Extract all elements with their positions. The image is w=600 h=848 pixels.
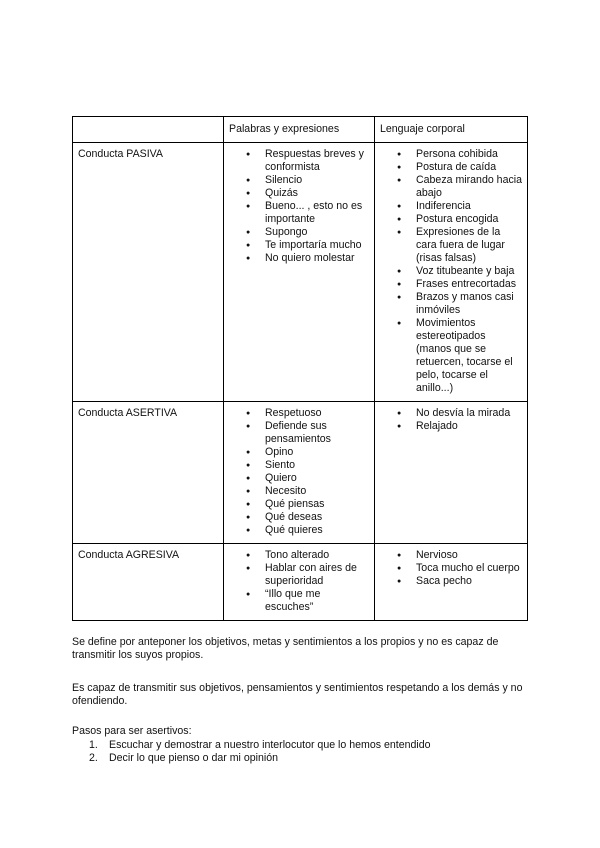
step-item	[72, 752, 532, 765]
list-item: ● Bueno... , esto no es importante	[265, 200, 369, 226]
step-number: 2.	[89, 752, 98, 764]
body-cell-passive	[375, 143, 528, 402]
list-item: ● Frases entrecortadas	[416, 278, 522, 291]
list-item: ● Hablar con aires de superioridad	[265, 562, 369, 588]
list-item: ● Respetuoso	[265, 407, 369, 420]
list-item: ● No quiero molestar	[265, 252, 369, 265]
list-item: ● Respuestas breves y conformista	[265, 148, 369, 174]
list-item: ● Saca pecho	[416, 575, 522, 588]
list-item: ● Expresiones de la cara fuera de lugar (risas falsas)	[416, 226, 522, 265]
words-list-assertive	[229, 407, 369, 537]
table-header-row	[73, 117, 528, 143]
words-cell-aggressive	[224, 544, 375, 621]
step-number: 1.	[89, 739, 98, 751]
body-list-aggressive	[380, 549, 522, 588]
list-item: ● Qué quieres	[265, 524, 369, 537]
list-item: ● Cabeza mirando hacia abajo	[416, 174, 522, 200]
assertive-definition-paragraph: Es capaz de transmitir sus objetivos, pensamientos y sentimientos respetando a los demás y no ofendiendo.	[72, 682, 523, 707]
list-item: ● Relajado	[416, 420, 522, 433]
list-item: ● Voz titubeante y baja	[416, 265, 522, 278]
list-item: ● Toca mucho el cuerpo	[416, 562, 522, 575]
header-cell-body-language: Lenguaje corporal	[375, 117, 528, 143]
list-item: ● Movimientos estereotipados (manos que se retuercen, tocarse el pelo, tocarse el anillo...)	[416, 317, 522, 395]
step-item	[72, 739, 532, 752]
list-item: ● Tono alterado	[265, 549, 369, 562]
list-item: ● “Illo que me escuches”	[265, 588, 369, 614]
table-row-passive	[73, 143, 528, 402]
words-list-passive	[229, 148, 369, 265]
step-text: Escuchar y demostrar a nuestro interlocutor que lo hemos entendido	[109, 739, 431, 751]
body-cell-assertive	[375, 402, 528, 544]
body-cell-aggressive	[375, 544, 528, 621]
list-item: ● Nervioso	[416, 549, 522, 562]
list-item: ● Opino	[265, 446, 369, 459]
list-item: ● Qué piensas	[265, 498, 369, 511]
list-item: ● Te importaría mucho	[265, 239, 369, 252]
words-list-aggressive	[229, 549, 369, 614]
table-row-aggressive	[73, 544, 528, 621]
table-row-assertive	[73, 402, 528, 544]
words-cell-assertive	[224, 402, 375, 544]
header-cell-words: Palabras y expresiones	[224, 117, 375, 143]
row-label-passive: Conducta PASIVA	[73, 143, 224, 402]
list-item: ● No desvía la mirada	[416, 407, 522, 420]
list-item: ● Silencio	[265, 174, 369, 187]
steps-intro: Pasos para ser asertivos:	[72, 725, 192, 737]
list-item: ● Postura encogida	[416, 213, 522, 226]
passive-definition-paragraph: Se define por anteponer los objetivos, metas y sentimientos a los propios y no es capaz de transmitir los suyos propios.	[72, 636, 499, 661]
body-list-assertive	[380, 407, 522, 433]
step-text: Decir lo que pienso o dar mi opinión	[109, 752, 279, 764]
row-label-aggressive: Conducta AGRESIVA	[73, 544, 224, 621]
list-item: ● Defiende sus pensamientos	[265, 420, 369, 446]
list-item: ● Brazos y manos casi inmóviles	[416, 291, 522, 317]
list-item: ● Indiferencia	[416, 200, 522, 213]
list-item: ● Quizás	[265, 187, 369, 200]
body-list-passive	[380, 148, 522, 395]
list-item: ● Siento	[265, 459, 369, 472]
header-cell-empty	[73, 117, 224, 143]
list-item: ● Postura de caída	[416, 161, 522, 174]
list-item: ● Qué deseas	[265, 511, 369, 524]
behavior-table	[72, 116, 528, 621]
steps-list	[72, 739, 532, 765]
list-item: ● Quiero	[265, 472, 369, 485]
words-cell-passive	[224, 143, 375, 402]
list-item: ● Persona cohibida	[416, 148, 522, 161]
list-item: ● Supongo	[265, 226, 369, 239]
list-item: ● Necesito	[265, 485, 369, 498]
row-label-assertive: Conducta ASERTIVA	[73, 402, 224, 544]
